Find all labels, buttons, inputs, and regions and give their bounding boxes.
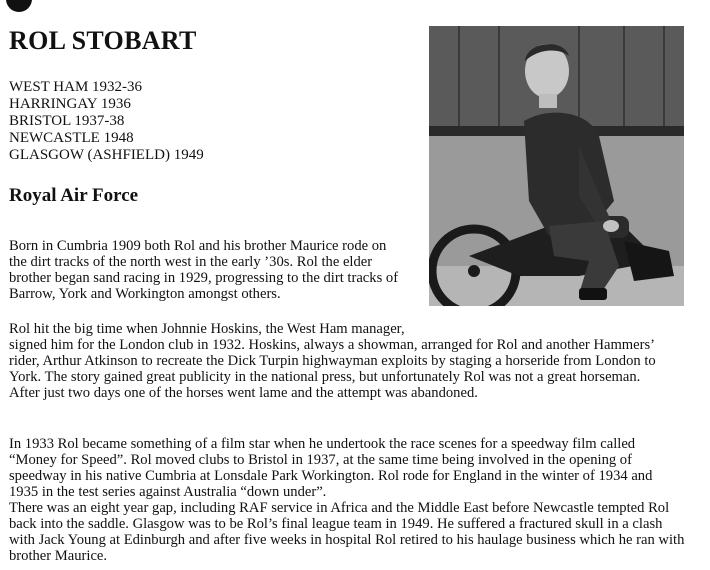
text-line: brother Maurice. (9, 548, 108, 564)
text-line: “Money for Speed”. Rol moved clubs to Bristol in 1937, at the same time being involved in the opening of (9, 452, 632, 468)
text-line: Born in Cumbria 1909 both Rol and his brother Maurice rode on (9, 238, 387, 254)
text-line: speedway in his native Cumbria at Lonsdale Park Workington. Rol rode for England in the winter of 1934 and (9, 468, 653, 484)
club-entry: WEST HAM 1932-36 (9, 79, 143, 95)
club-entry: NEWCASTLE 1948 (9, 130, 134, 146)
paragraph-early-career (9, 238, 414, 302)
paragraph-film-and-bristol (9, 436, 689, 500)
rider-photo (429, 26, 684, 306)
text-line: back into the saddle. Glasgow was to be Rol’s final league team in 1949. He suffered a fractured skull in a clash (9, 516, 663, 532)
text-line: York. The story gained great publicity in the national press, but unfortunately Rol was not a great horseman. (9, 369, 641, 385)
page-corner-mark (6, 0, 32, 12)
text-line: Rol hit the big time when Johnnie Hoskins, the West Ham manager, (9, 321, 405, 337)
club-entry: HARRINGAY 1936 (9, 96, 131, 112)
paragraph-west-ham (9, 321, 689, 401)
section-subtitle: Royal Air Force (9, 185, 139, 206)
paragraph-later-career (9, 500, 689, 564)
page-title: ROL STOBART (9, 26, 197, 55)
club-entry: GLASGOW (ASHFIELD) 1949 (9, 147, 204, 163)
text-line: 1935 in the test series against Australia “down under”. (9, 484, 327, 500)
club-history-list (9, 79, 204, 164)
text-line: signed him for the London club in 1932. Hoskins, always a showman, arranged for Rol and another Hammers’ (9, 337, 656, 353)
rider-on-motorcycle-photo-icon (429, 26, 684, 306)
text-line: After just two days one of the horses went lame and the attempt was abandoned. (9, 385, 478, 401)
text-line: brother began sand racing in 1929, progressing to the dirt tracks of (9, 270, 399, 286)
text-line: with Jack Young at Edinburgh and after five weeks in hospital Rol retired to his haulage business which he ran with (9, 532, 685, 548)
text-line: Barrow, York and Workington amongst others. (9, 286, 281, 302)
text-line: the dirt tracks of the north west in the early ’30s. Rol the elder (9, 254, 373, 270)
text-line: There was an eight year gap, including RAF service in Africa and the Middle East before Newcastle tempted Rol (9, 500, 670, 516)
text-line: rider, Arthur Atkinson to recreate the Dick Turpin highwayman exploits by staging a horseride from London to (9, 353, 656, 369)
text-line: In 1933 Rol became something of a film star when he undertook the race scenes for a speedway film called (9, 436, 636, 452)
club-entry: BRISTOL 1937-38 (9, 113, 125, 129)
